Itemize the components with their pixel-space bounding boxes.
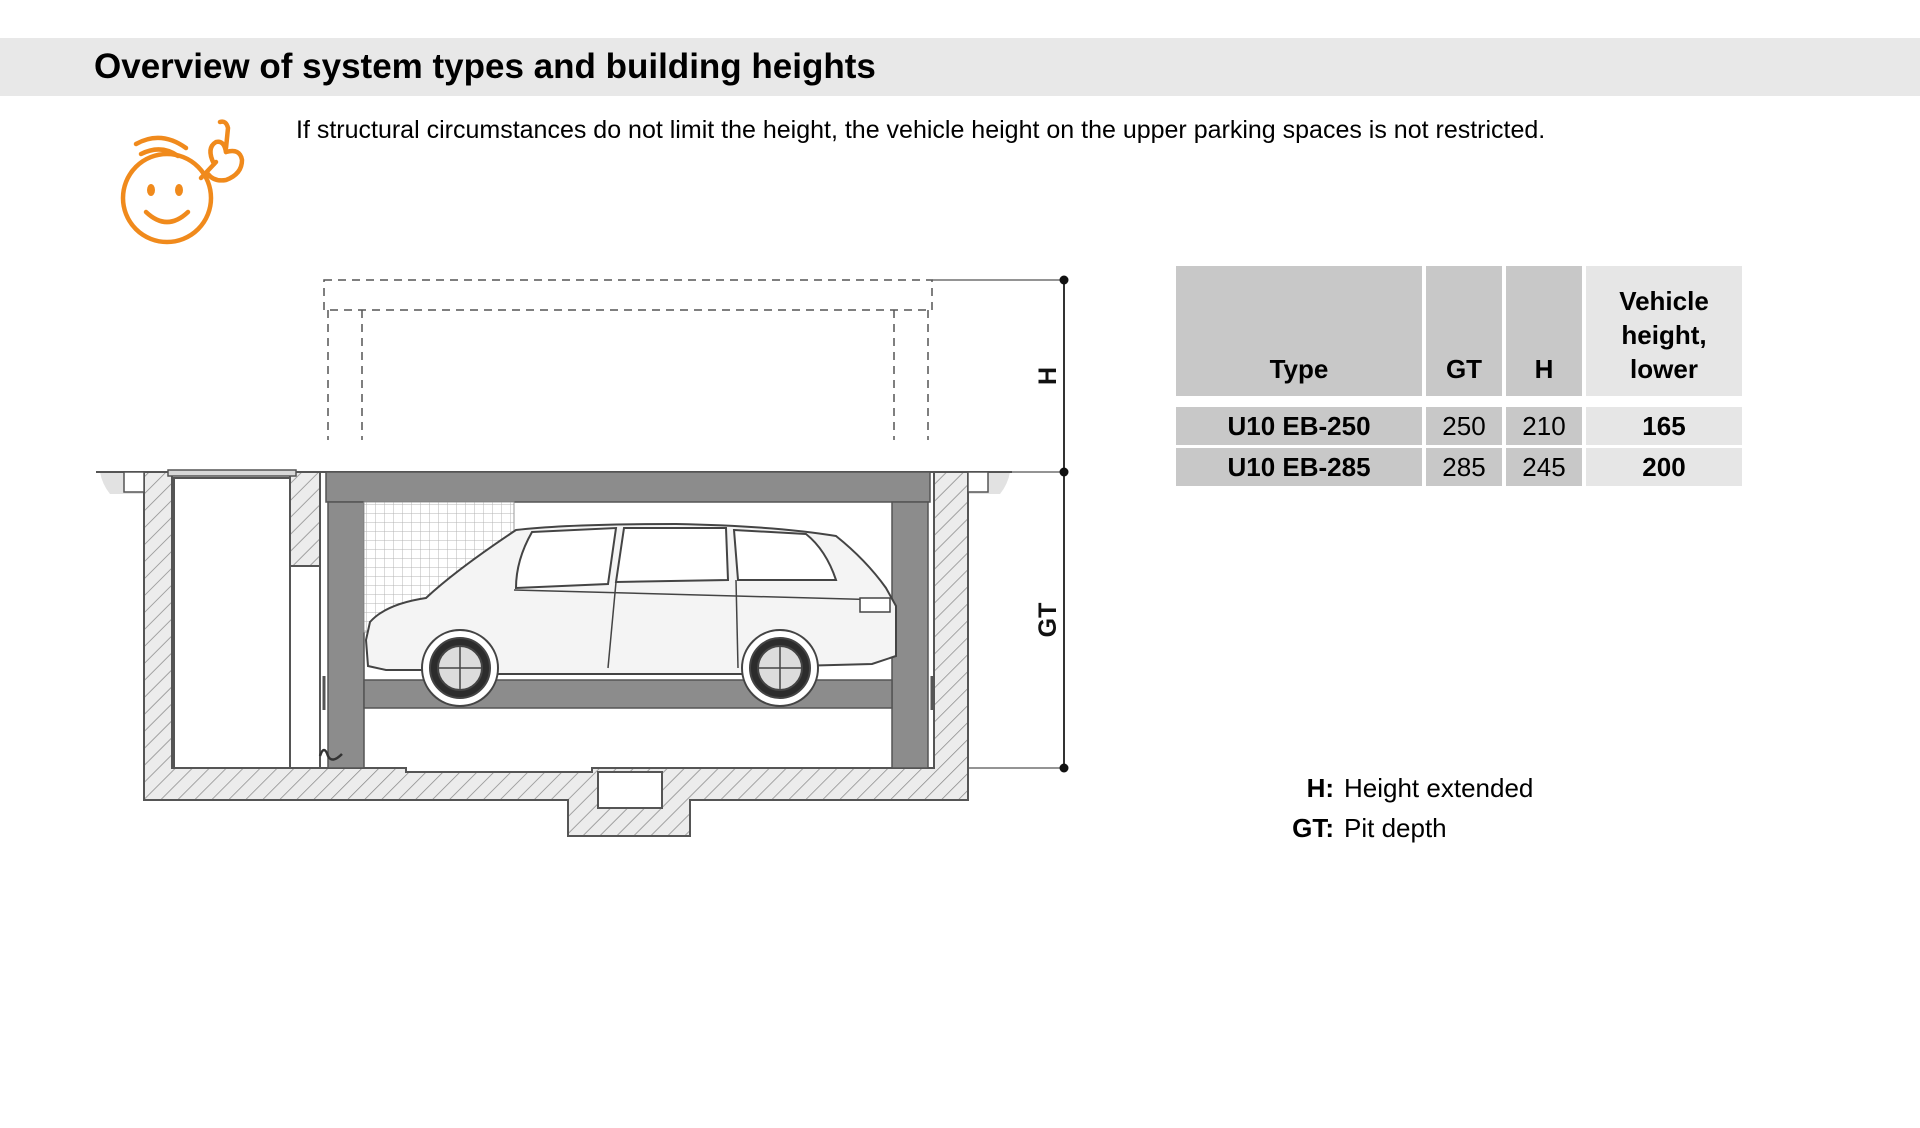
column-header-h: H xyxy=(1506,266,1582,396)
table-row xyxy=(1176,448,1742,489)
page-title: Overview of system types and building heights xyxy=(94,47,876,86)
legend-desc: Pit depth xyxy=(1344,813,1447,843)
cell-type: U10 EB-285 xyxy=(1176,448,1422,489)
cell-vehicle-height: 200 xyxy=(1586,448,1742,489)
legend-key: H: xyxy=(1306,773,1334,803)
legend-desc: Height extended xyxy=(1344,773,1534,803)
system-types-table xyxy=(1172,266,1746,489)
legend xyxy=(1280,768,1533,848)
cell-h: 245 xyxy=(1506,448,1582,489)
cell-type: U10 EB-250 xyxy=(1176,407,1422,448)
dimension-label-h: H xyxy=(1034,366,1062,386)
legend-item xyxy=(1280,808,1533,848)
table-header-row xyxy=(1176,266,1742,396)
vehicle-height-header-line: Vehicle xyxy=(1619,286,1709,316)
hint-text: If structural circumstances do not limit the height, the vehicle height on the upper parking spaces is not restricted. xyxy=(296,116,1546,144)
legend-item xyxy=(1280,768,1533,808)
column-header-vehicle-height xyxy=(1586,266,1742,396)
dimension-label-gt: GT xyxy=(1034,602,1062,638)
cell-h: 210 xyxy=(1506,407,1582,448)
vehicle-height-header-line: lower xyxy=(1630,354,1698,384)
parking-system-drawing xyxy=(96,270,1076,850)
legend-key: GT: xyxy=(1292,813,1334,843)
column-header-gt: GT xyxy=(1426,266,1502,396)
cell-gt: 285 xyxy=(1426,448,1502,489)
smiley-pointing-icon xyxy=(116,118,256,252)
table-row xyxy=(1176,407,1742,448)
column-header-type: Type xyxy=(1176,266,1422,396)
cell-vehicle-height: 165 xyxy=(1586,407,1742,448)
vehicle-height-header-line: height, xyxy=(1621,320,1707,350)
cell-gt: 250 xyxy=(1426,407,1502,448)
